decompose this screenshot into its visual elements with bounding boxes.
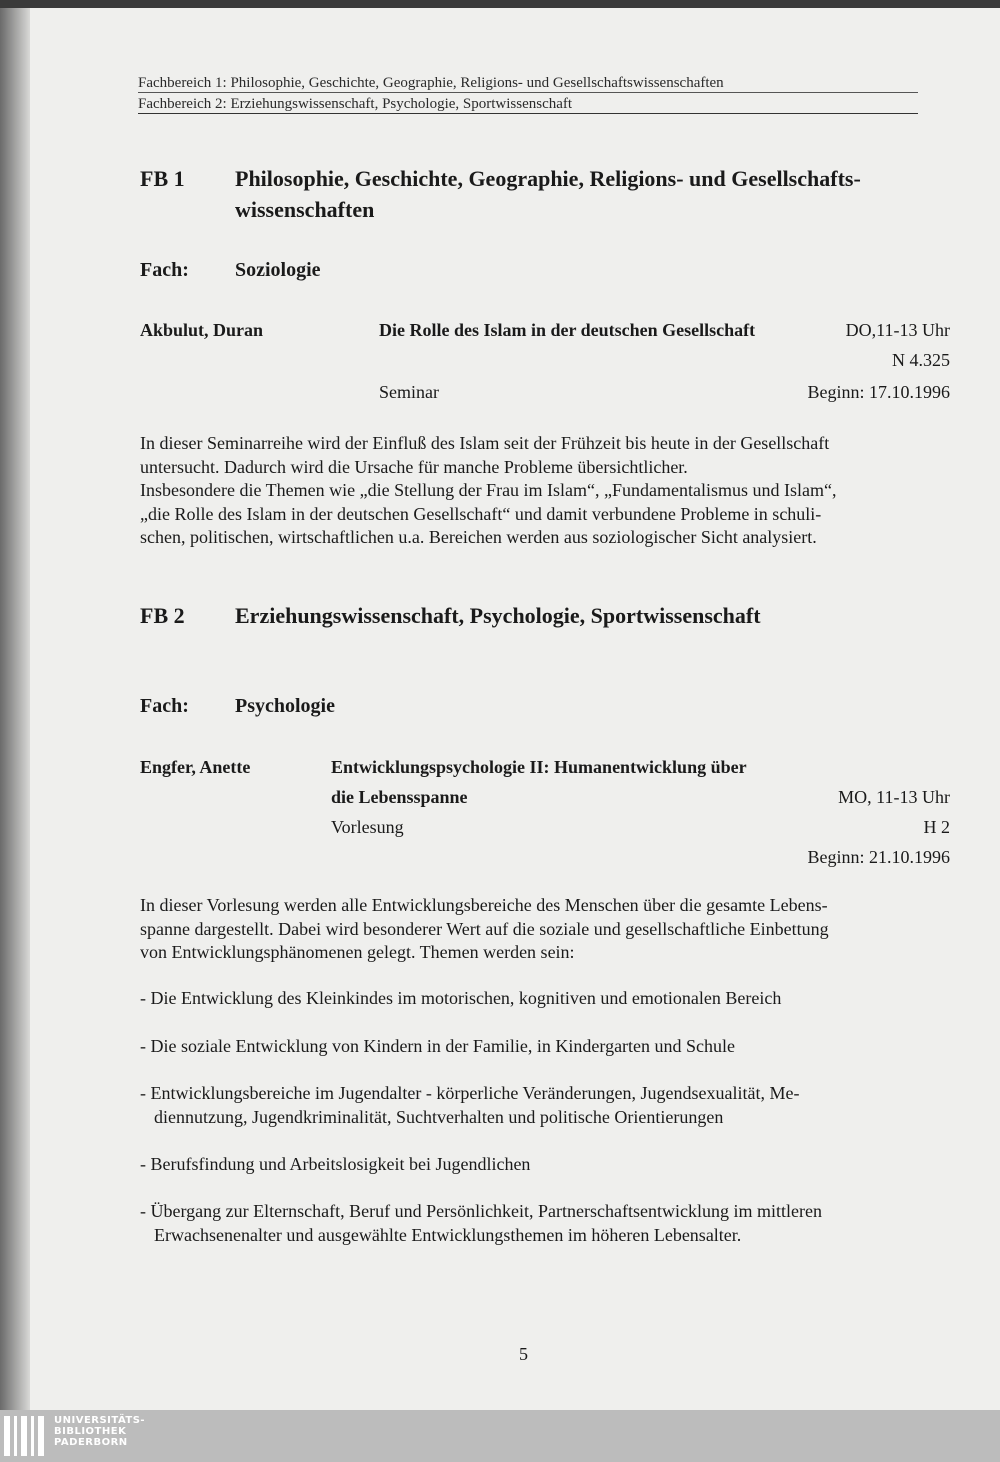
topic-list-item bbox=[140, 987, 920, 1011]
running-header bbox=[138, 73, 918, 114]
page-number: 5 bbox=[519, 1344, 528, 1364]
header-line-1: Fachbereich 1: Philosophie, Geschichte, Geographie, Religions- und Gesellschaftswissenschaften bbox=[138, 75, 724, 91]
fb1-description bbox=[140, 432, 915, 550]
fb1-course-time: DO,11-13 Uhr bbox=[845, 320, 950, 340]
header-rule-1 bbox=[138, 92, 918, 93]
topic-line: - Die soziale Entwicklung von Kindern in der Familie, in Kindergarten und Schule bbox=[140, 1036, 736, 1056]
fb1-lecturer: Akbulut, Duran bbox=[140, 320, 264, 340]
fb2-intro bbox=[140, 894, 915, 965]
header-rule-2 bbox=[138, 113, 918, 114]
topic-list-item bbox=[140, 1082, 920, 1129]
fb1-description-line: „die Rolle des Islam in der deutschen Gesellschaft“ und damit verbundene Probleme in schuli- bbox=[140, 503, 822, 524]
library-name-line: UNIVERSITÄTS- bbox=[54, 1415, 146, 1426]
topic-list-item bbox=[140, 1200, 920, 1247]
fb1-fach-value: Soziologie bbox=[235, 259, 321, 281]
fb1-description-line: schen, politischen, wirtschaftlichen u.a. Bereichen werden aus soziologischer Sicht analysiert. bbox=[140, 527, 817, 547]
topic-line: - Berufsfindung und Arbeitslosigkeit bei Jugendlichen bbox=[140, 1154, 531, 1174]
fb2-course-title-line-2: die Lebensspanne bbox=[331, 787, 468, 807]
topic-line: diennutzung, Jugendkriminalität, Suchtverhalten und politische Orientierungen bbox=[154, 1106, 724, 1127]
fb2-fach-label: Fach: bbox=[140, 695, 189, 717]
fb2-course-time: MO, 11-13 Uhr bbox=[838, 787, 950, 807]
library-name-line: BIBLIOTHEK bbox=[54, 1426, 127, 1437]
library-name bbox=[54, 1415, 145, 1448]
page-edge-shadow bbox=[0, 8, 30, 1410]
topic-line: - Entwicklungsbereiche im Jugendalter - körperliche Veränderungen, Jugendsexualität, Me- bbox=[140, 1083, 800, 1103]
fb1-course-type: Seminar bbox=[379, 382, 439, 402]
fb2-title: Erziehungswissenschaft, Psychologie, Sportwissenschaft bbox=[235, 603, 761, 628]
topic-list-item bbox=[140, 1153, 920, 1177]
topic-line: Erwachsenenalter und ausgewählte Entwicklungsthemen im höheren Lebensalter. bbox=[154, 1224, 742, 1245]
topic-line: - Übergang zur Elternschaft, Beruf und Persönlichkeit, Partnerschaftsentwicklung im mittleren bbox=[140, 1201, 822, 1221]
fb2-intro-line: spanne dargestellt. Dabei wird besonderer Wert auf die soziale und gesellschaftliche Einbettung bbox=[140, 918, 829, 939]
library-logo-icon bbox=[4, 1416, 44, 1456]
fb2-course-type: Vorlesung bbox=[331, 817, 404, 837]
topic-list-item bbox=[140, 1035, 920, 1059]
fb2-intro-line: In dieser Vorlesung werden alle Entwicklungsbereiche des Menschen über die gesamte Lebens- bbox=[140, 895, 828, 915]
fb2-course-title-line-1: Entwicklungspsychologie II: Humanentwicklung über bbox=[331, 757, 747, 777]
fb2-number: FB 2 bbox=[140, 603, 185, 628]
fb1-number: FB 1 bbox=[140, 166, 185, 191]
fb1-description-line: In dieser Seminarreihe wird der Einfluß des Islam seit der Frühzeit bis heute in der Gesellschaft bbox=[140, 433, 830, 453]
fb2-intro-line: von Entwicklungsphänomenen gelegt. Themen werden sein: bbox=[140, 942, 575, 962]
topic-line: - Die Entwicklung des Kleinkindes im motorischen, kognitiven und emotionalen Bereich bbox=[140, 988, 782, 1008]
fb1-title-line-2: wissenschaften bbox=[235, 197, 375, 222]
fb2-lecturer: Engfer, Anette bbox=[140, 757, 251, 777]
fb2-fach-value: Psychologie bbox=[235, 695, 335, 717]
fb1-title bbox=[235, 163, 935, 225]
fb1-description-line: untersucht. Dadurch wird die Ursache für manche Probleme übersichtlicher. bbox=[140, 456, 688, 477]
fb1-description-line: Insbesondere die Themen wie „die Stellung der Frau im Islam“, „Fundamentalismus und Islam“, bbox=[140, 480, 837, 500]
fb1-title-line-1: Philosophie, Geschichte, Geographie, Religions- und Gesellschafts- bbox=[235, 166, 861, 191]
fb1-course-start: Beginn: 17.10.1996 bbox=[807, 382, 950, 402]
header-line-2: Fachbereich 2: Erziehungswissenschaft, Psychologie, Sportwissenschaft bbox=[138, 96, 573, 112]
fb1-course-room: N 4.325 bbox=[892, 350, 950, 370]
fb2-course-room: H 2 bbox=[923, 817, 950, 837]
fb2-course-start: Beginn: 21.10.1996 bbox=[807, 847, 950, 867]
library-footer bbox=[0, 1410, 1000, 1462]
fb1-fach-label: Fach: bbox=[140, 259, 189, 281]
library-name-line: PADERBORN bbox=[54, 1437, 128, 1448]
fb1-course-title: Die Rolle des Islam in der deutschen Gesellschaft bbox=[379, 320, 756, 340]
